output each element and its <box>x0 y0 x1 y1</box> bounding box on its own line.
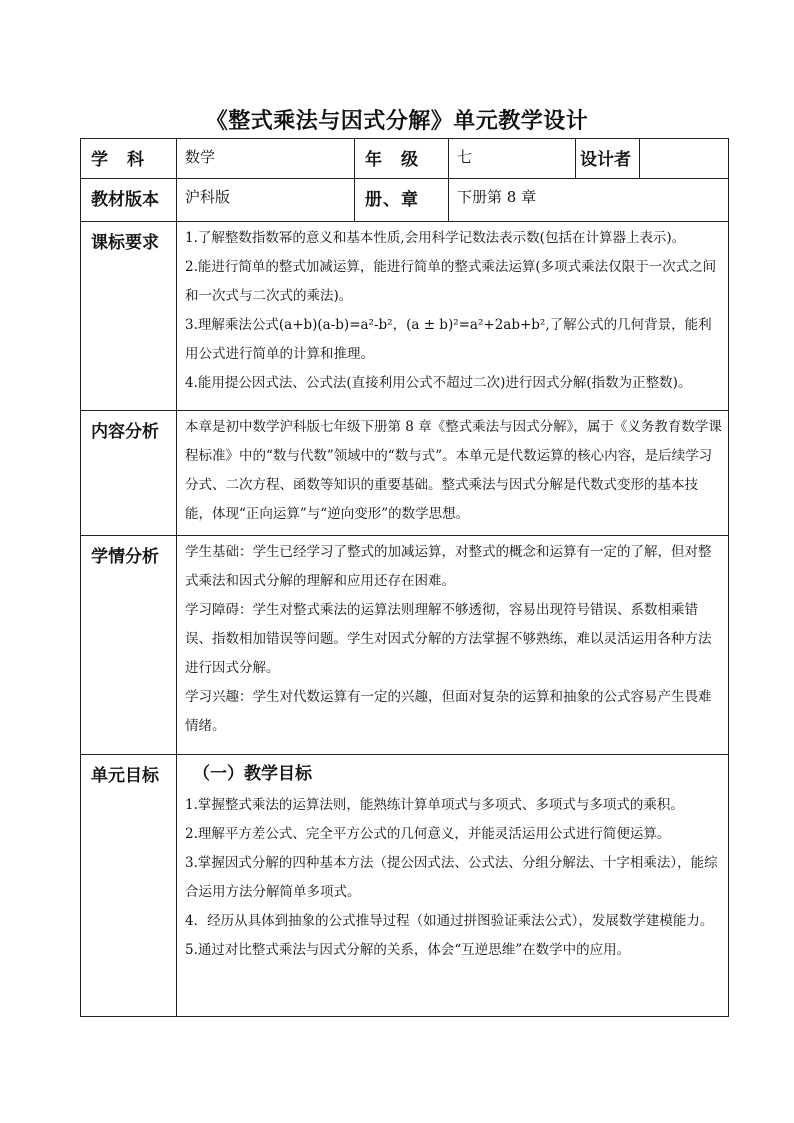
goals-content <box>177 755 729 1017</box>
subject-label: 学 科 <box>81 139 177 179</box>
designer-value <box>640 139 729 179</box>
row-subject <box>81 139 729 179</box>
row-unit-goals <box>81 755 729 1017</box>
curriculum-content <box>177 222 729 411</box>
content-text: 本章是初中数学沪科版七年级下册第 8 章《整式乘法与因式分解》，属于《义务教育数学课程标准》中的“数与代数”领域中的“数与式”。本单元是代数运算的核心内容，是后续学习分式、二次方程、函数等知识的重要基础。整式乘法与因式分解是代数式变形的基本技能，体现“正向运算”与“逆向变形”的数学思想。 <box>177 411 729 536</box>
row-student-analysis <box>81 536 729 755</box>
curriculum-item: 4.能用提公因式法、公式法(直接利用公式不超过二次)进行因式分解(指数为正整数)。 <box>185 375 692 391</box>
students-item: 学习障碍：学生对整式乘法的运算法则理解不够透彻，容易出现符号错误、系数相乘错误、指数相加错误等问题。学生对因式分解的方法掌握不够熟练，难以灵活运用各种方法进行因式分解。 <box>185 602 712 676</box>
students-content <box>177 536 729 755</box>
edition-value: 沪科版 <box>177 179 355 222</box>
goals-label: 单元目标 <box>81 755 177 1017</box>
edition-label: 教材版本 <box>81 179 177 222</box>
students-item: 学习兴趣：学生对代数运算有一定的兴趣，但面对复杂的运算和抽象的公式容易产生畏难情绪。 <box>185 689 712 734</box>
document-title: 《整式乘法与因式分解》单元教学设计 <box>205 109 589 134</box>
volume-label: 册、章 <box>355 179 449 222</box>
curriculum-item: 3.理解乘法公式(a+b)(a-b)=a²-b²，(a ± b)²=a²+2ab+b²,了解公式的几何背景，能利用公式进行简单的计算和推理。 <box>185 317 712 362</box>
row-content-analysis <box>81 411 729 536</box>
goals-item: 4．经历从具体到抽象的公式推导过程（如通过拼图验证乘法公式），发展数学建模能力。 <box>185 913 714 929</box>
students-item: 学生基础：学生已经学习了整式的加减运算，对整式的概念和运算有一定的了解，但对整式乘法和因式分解的理解和应用还存在困难。 <box>185 544 712 589</box>
grade-value: 七 <box>449 139 576 179</box>
goals-item: 3.掌握因式分解的四种基本方法（提公因式法、公式法、分组分解法、十字相乘法），能综合运用方法分解简单多项式。 <box>185 855 718 900</box>
volume-value: 下册第 8 章 <box>449 179 729 222</box>
goals-subtitle: （一）教学目标 <box>193 764 312 784</box>
row-edition <box>81 179 729 222</box>
row-curriculum <box>81 222 729 411</box>
unit-design-table <box>80 138 729 1017</box>
goals-item: 2.理解平方差公式、完全平方公式的几何意义，并能灵活运用公式进行简便运算。 <box>185 826 671 842</box>
goals-item: 1.掌握整式乘法的运算法则，能熟练计算单项式与多项式、多项式与多项式的乘积。 <box>185 797 684 813</box>
grade-label: 年 级 <box>355 139 449 179</box>
curriculum-item: 1.了解整数指数幂的意义和基本性质,会用科学记数法表示数(包括在计算器上表示)。 <box>185 230 686 246</box>
subject-value: 数学 <box>177 139 355 179</box>
students-label: 学情分析 <box>81 536 177 755</box>
content-label: 内容分析 <box>81 411 177 536</box>
goals-item: 5.通过对比整式乘法与因式分解的关系，体会“互逆思维”在数学中的应用。 <box>185 942 631 958</box>
curriculum-label: 课标要求 <box>81 222 177 411</box>
designer-label: 设计者 <box>576 139 640 179</box>
curriculum-item: 2.能进行简单的整式加减运算，能进行简单的整式乘法运算(多项式乘法仅限于一次式之间和一次式与二次式的乘法)。 <box>185 259 717 304</box>
